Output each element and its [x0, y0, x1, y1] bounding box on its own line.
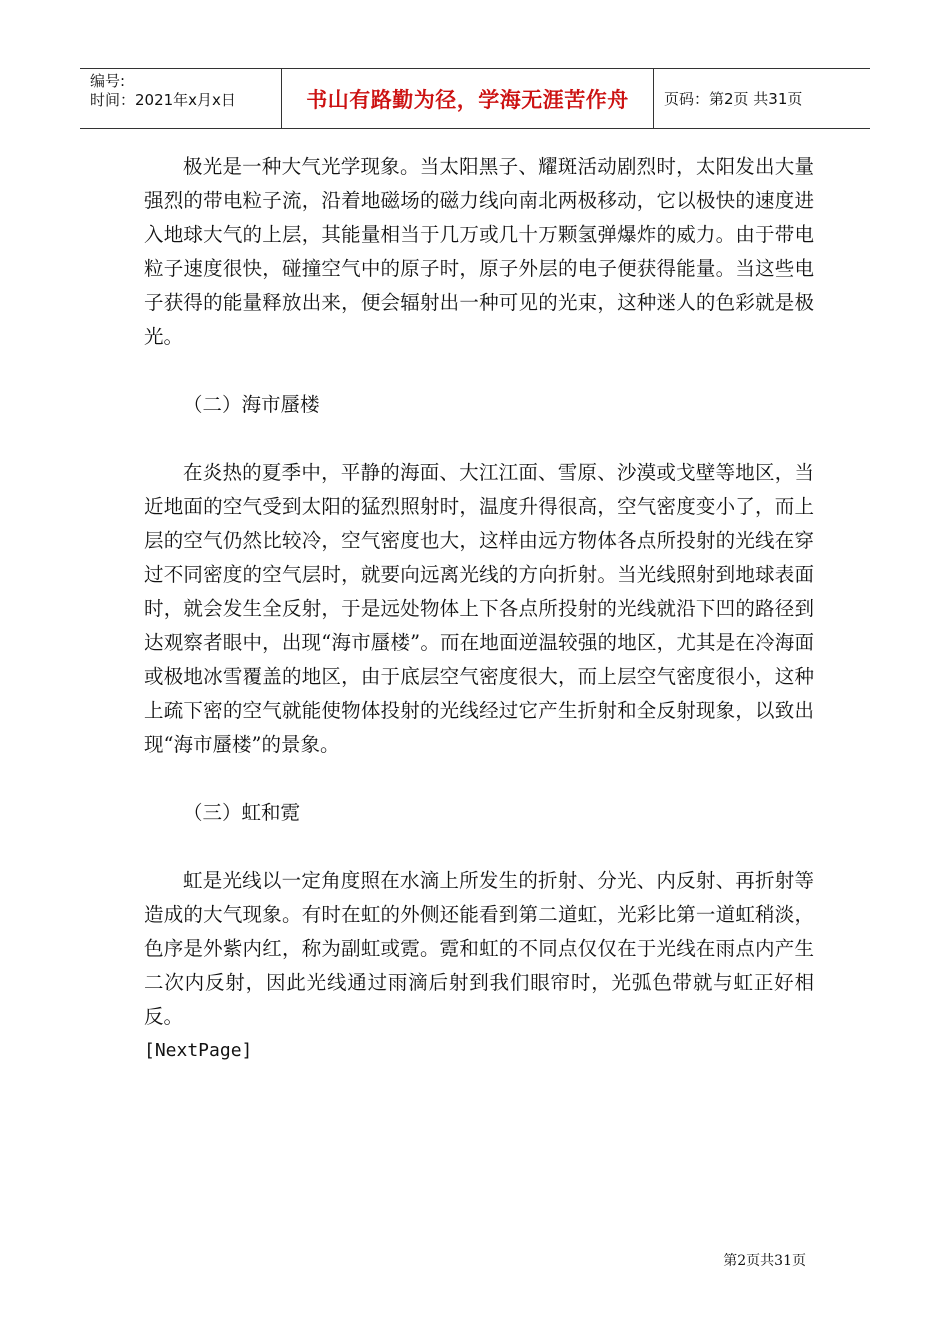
page-footer-number: 第2页共31页	[723, 1253, 806, 1269]
next-page-marker: [NextPage]	[144, 1040, 253, 1061]
section-heading-rainbow: （三）虹和霓	[183, 801, 301, 824]
paragraph-mirage: 在炎热的夏季中，平静的海面、大江江面、雪原、沙漠或戈壁等地区，当近地面的空气受到太阳的猛烈照射时，温度升得很高，空气密度变小了，而上层的空气仍然比较冷，空气密度也大，这样由远方物体各点所投射的光线在穿过不同密度的空气层时，就要向远离光线的方向折射。当光线照射到地球表面时，就会发生全反射，于是远处物体上下各点所投射的光线就沿下凹的路径到达观察者眼中，出现“海市蜃楼”。而在地面逆温较强的地区，尤其是在冷海面或极地冰雪覆盖的地区，由于底层空气密度很大，而上层空气密度很小，这种上疏下密的空气就能使物体投射的光线经过它产生折射和全反射现象，以致出现“海市蜃楼”的景象。	[144, 461, 814, 756]
paragraph-rainbow: 虹是光线以一定角度照在水滴上所发生的折射、分光、内反射、再折射等造成的大气现象。有时在虹的外侧还能看到第二道虹，光彩比第一道虹稍淡，色序是外紫内红，称为副虹或霓。霓和虹的不同点仅仅在于光线在雨点内产生二次内反射，因此光线通过雨滴后射到我们眼帘时，光弧色带就与虹正好相反。	[144, 869, 814, 1028]
header-page-number: 页码：第2页 共31页	[664, 90, 803, 108]
section-heading-mirage: （二）海市蜃楼	[183, 393, 320, 416]
document-date-label: 时间：2021年x月x日	[90, 91, 236, 109]
document-number-label: 编号:	[90, 72, 126, 90]
paragraph-aurora: 极光是一种大气光学现象。当太阳黑子、耀斑活动剧烈时，太阳发出大量强烈的带电粒子流，沿着地磁场的磁力线向南北两极移动，它以极快的速度进入地球大气的上层，其能量相当于几万或几十万颗氢弹爆炸的威力。由于带电粒子速度很快，碰撞空气中的原子时，原子外层的电子便获得能量。当这些电子获得的能量释放出来，便会辐射出一种可见的光束，这种迷人的色彩就是极光。	[144, 155, 814, 348]
page-header	[80, 68, 870, 129]
header-motto: 书山有路勤为径，学海无涯苦作舟	[282, 69, 654, 128]
document-body	[144, 150, 814, 1068]
header-meta-cell	[80, 69, 282, 128]
